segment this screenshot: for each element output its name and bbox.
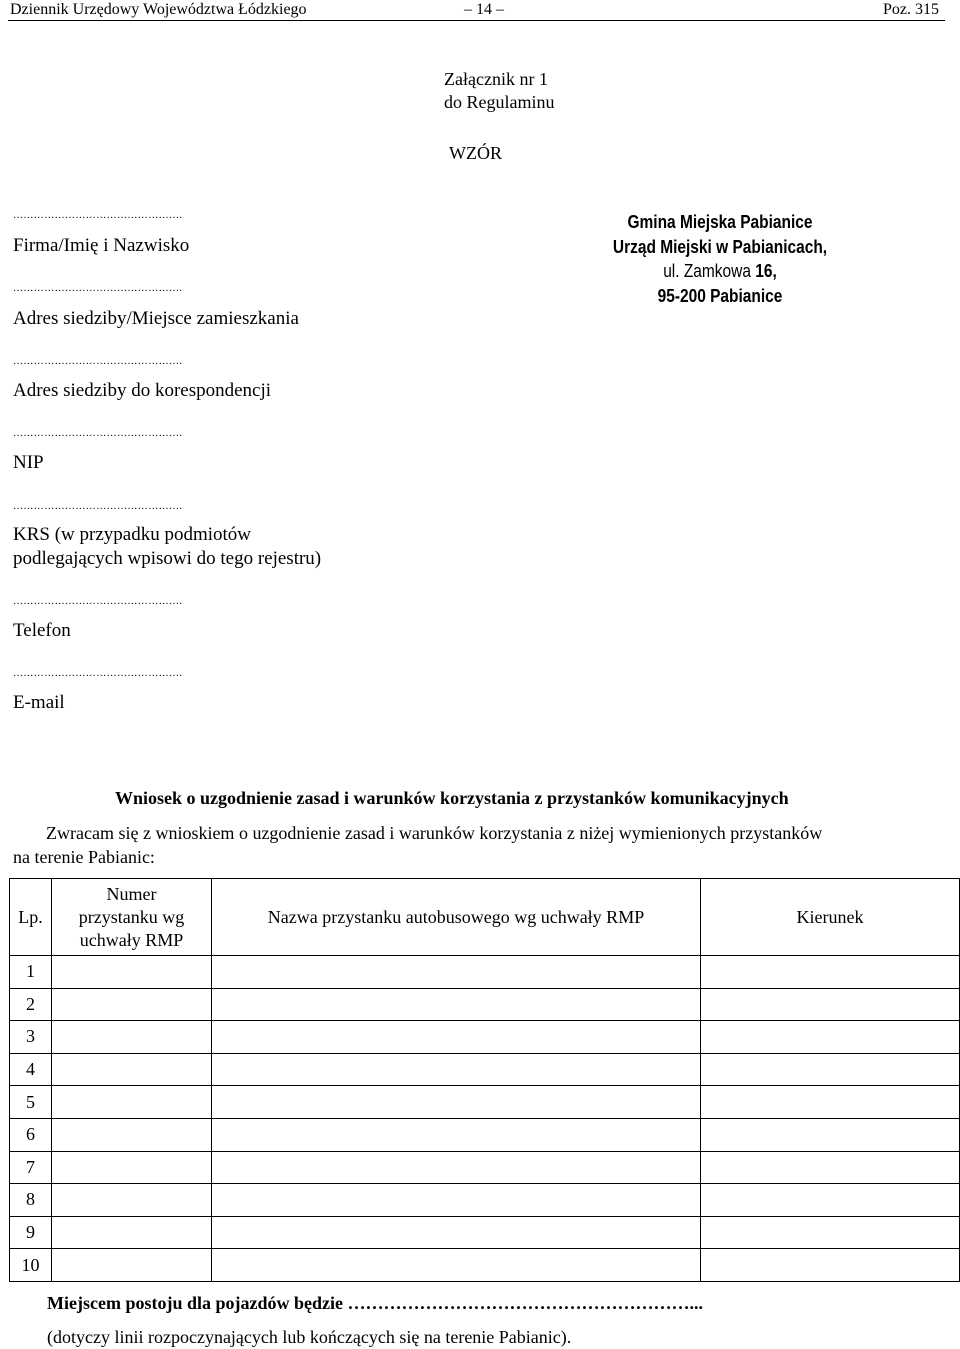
cell-stop-number[interactable] xyxy=(52,1216,212,1249)
cell-stop-number[interactable] xyxy=(52,1184,212,1217)
cell-direction[interactable] xyxy=(701,1249,960,1282)
table-header-row xyxy=(10,879,960,956)
header-stop-number-text: Numer przystanku wg uchwały RMP xyxy=(78,883,185,950)
cell-lp: 9 xyxy=(10,1216,52,1249)
cell-lp: 10 xyxy=(10,1249,52,1282)
header-rule xyxy=(8,20,945,21)
field-label-name: Firma/Imię i Nazwisko xyxy=(13,235,190,256)
table-row xyxy=(10,1086,960,1119)
header-direction: Kierunek xyxy=(701,879,960,956)
cell-stop-name[interactable] xyxy=(212,1086,701,1119)
cell-stop-name[interactable] xyxy=(212,1053,701,1086)
field-dots-address: …………………………………………. xyxy=(13,283,183,294)
addressee-office: Urząd Miejski w Pabianicach, xyxy=(612,236,828,257)
addressee-street xyxy=(582,259,857,284)
table-row xyxy=(10,1053,960,1086)
cell-lp: 5 xyxy=(10,1086,52,1119)
stops-table xyxy=(9,878,960,1282)
addressee-municipality: Gmina Miejska Pabianice xyxy=(627,212,813,232)
cell-lp: 1 xyxy=(10,956,52,989)
addressee-block xyxy=(582,210,857,308)
header-stop-name: Nazwa przystanku autobusowego wg uchwały RMP xyxy=(212,879,701,956)
table-row xyxy=(10,1184,960,1217)
cell-direction[interactable] xyxy=(701,956,960,989)
cell-lp: 6 xyxy=(10,1118,52,1151)
cell-direction[interactable] xyxy=(701,1151,960,1184)
cell-lp: 7 xyxy=(10,1151,52,1184)
cell-direction[interactable] xyxy=(701,1053,960,1086)
header-stop-number xyxy=(52,879,212,956)
cell-lp: 8 xyxy=(10,1184,52,1217)
cell-stop-name[interactable] xyxy=(212,1216,701,1249)
cell-direction[interactable] xyxy=(701,1184,960,1217)
cell-stop-number[interactable] xyxy=(52,956,212,989)
cell-direction[interactable] xyxy=(701,988,960,1021)
parking-note: (dotyczy linii rozpoczynających lub kończących się na terenie Pabianic). xyxy=(47,1327,572,1347)
field-dots-krs: …………………………………………. xyxy=(13,501,183,512)
cell-stop-number[interactable] xyxy=(52,988,212,1021)
cell-stop-number[interactable] xyxy=(52,1086,212,1119)
table-row xyxy=(10,1151,960,1184)
cell-stop-name[interactable] xyxy=(212,1118,701,1151)
field-label-krs-line1: KRS (w przypadku podmiotów xyxy=(13,524,252,545)
cell-direction[interactable] xyxy=(701,1021,960,1054)
cell-stop-name[interactable] xyxy=(212,988,701,1021)
field-dots-name: …………………………………………. xyxy=(13,210,183,221)
addressee-postal: 95-200 Pabianice xyxy=(657,285,783,306)
field-label-address: Adres siedziby/Miejsce zamieszkania xyxy=(13,308,299,329)
cell-lp: 4 xyxy=(10,1053,52,1086)
intro-line-2: na terenie Pabianic: xyxy=(13,847,155,867)
cell-stop-name[interactable] xyxy=(212,1184,701,1217)
cell-lp: 2 xyxy=(10,988,52,1021)
annex-number: Załącznik nr 1 xyxy=(444,69,548,89)
field-label-krs-line2: podlegających wpisowi do tego rejestru) xyxy=(13,548,322,569)
table-row xyxy=(10,1021,960,1054)
cell-stop-number[interactable] xyxy=(52,1151,212,1184)
table-row xyxy=(10,1249,960,1282)
position-number: Poz. 315 xyxy=(883,1,939,18)
field-dots-phone: …………………………………………. xyxy=(13,596,183,607)
application-title: Wniosek o uzgodnienie zasad i warunków korzystania z przystanków komunikacyjnych xyxy=(115,788,789,808)
addressee-street-number: 16, xyxy=(755,261,777,281)
intro-line-1: Zwracam się z wnioskiem o uzgodnienie zasad i warunków korzystania z niżej wymienionych przystanków xyxy=(46,823,823,843)
field-label-email: E-mail xyxy=(13,692,65,713)
template-label: WZÓR xyxy=(449,143,502,163)
table-row xyxy=(10,956,960,989)
cell-direction[interactable] xyxy=(701,1216,960,1249)
table-row xyxy=(10,1216,960,1249)
cell-stop-name[interactable] xyxy=(212,1249,701,1282)
cell-direction[interactable] xyxy=(701,1086,960,1119)
field-dots-nip: …………………………………………. xyxy=(13,428,183,439)
table-row xyxy=(10,988,960,1021)
cell-stop-name[interactable] xyxy=(212,956,701,989)
cell-stop-name[interactable] xyxy=(212,1151,701,1184)
field-dots-email: …………………………………………. xyxy=(13,668,183,679)
cell-stop-name[interactable] xyxy=(212,1021,701,1054)
field-label-nip: NIP xyxy=(13,452,44,473)
cell-stop-number[interactable] xyxy=(52,1053,212,1086)
parking-location-line: Miejscem postoju dla pojazdów będzie …………………………………………………... xyxy=(47,1293,703,1313)
field-dots-correspondence: …………………………………………. xyxy=(13,356,183,367)
cell-stop-number[interactable] xyxy=(52,1249,212,1282)
header-lp: Lp. xyxy=(10,879,52,956)
field-label-phone: Telefon xyxy=(13,620,71,641)
application-intro xyxy=(13,821,948,869)
addressee-street-name: ul. Zamkowa xyxy=(663,261,756,281)
cell-stop-number[interactable] xyxy=(52,1118,212,1151)
cell-stop-number[interactable] xyxy=(52,1021,212,1054)
journal-title: Dziennik Urzędowy Województwa Łódzkiego xyxy=(10,1,307,18)
annex-reference: do Regulaminu xyxy=(444,92,555,112)
field-label-correspondence: Adres siedziby do korespondencji xyxy=(13,380,272,401)
table-row xyxy=(10,1118,960,1151)
page-number: – 14 – xyxy=(464,1,504,18)
cell-direction[interactable] xyxy=(701,1118,960,1151)
cell-lp: 3 xyxy=(10,1021,52,1054)
